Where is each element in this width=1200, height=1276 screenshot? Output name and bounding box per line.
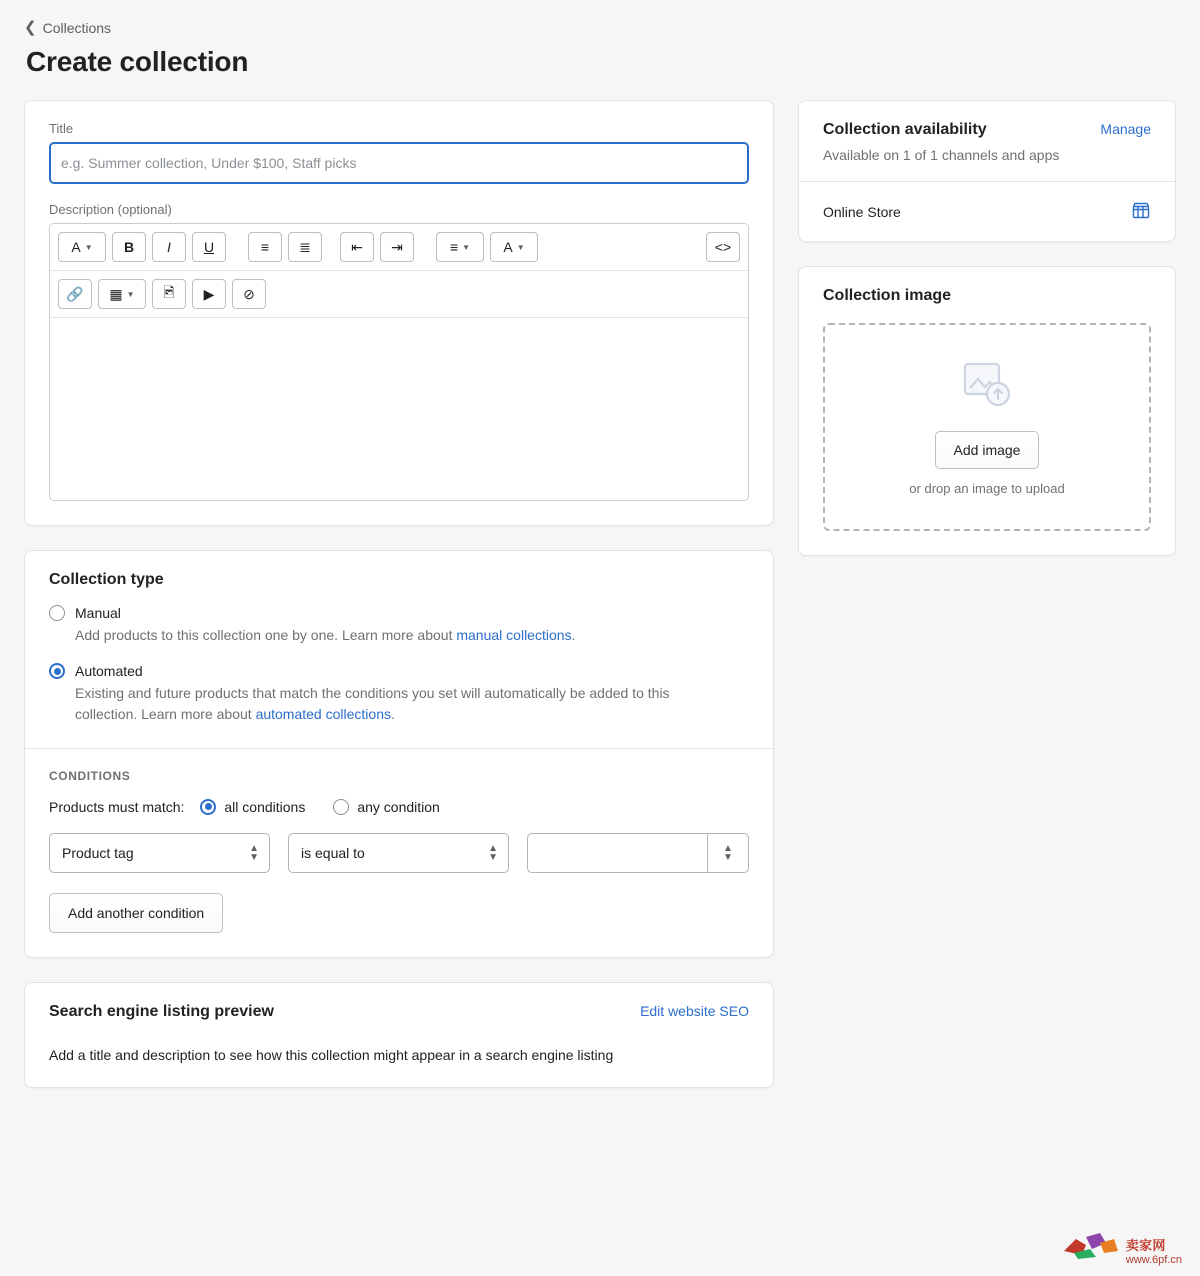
clear-formatting-button[interactable]: [232, 279, 266, 309]
condition-operator-value: is equal to: [301, 844, 365, 861]
paragraph-style-icon: A: [71, 239, 81, 255]
insert-link-button[interactable]: [58, 279, 92, 309]
image-icon: 🖻: [163, 284, 175, 300]
no-format-icon: ⊘: [243, 285, 255, 302]
text-color-button[interactable]: [490, 232, 538, 262]
italic-button[interactable]: [152, 232, 186, 262]
image-upload-icon: [957, 358, 1017, 419]
add-image-button[interactable]: Add image: [935, 431, 1040, 469]
collection-availability-card: [798, 100, 1176, 242]
title-label: Title: [49, 121, 74, 136]
video-icon: ▶: [203, 285, 215, 302]
condition-field-value: Product tag: [62, 844, 134, 861]
automated-help-before: Existing and future products that match the conditions you set will automatically be added to this collection. Learn more about: [75, 685, 670, 722]
chevron-down-icon: ▼: [126, 289, 135, 299]
condition-row: [49, 833, 749, 873]
manual-collections-link[interactable]: manual collections: [456, 627, 572, 643]
underline-button[interactable]: [192, 232, 226, 262]
edit-website-seo-link[interactable]: Edit website SEO: [640, 1002, 749, 1019]
main-column: [24, 100, 774, 1112]
seo-heading: Search engine listing preview: [49, 1002, 274, 1020]
outdent-icon: ⇤: [351, 238, 363, 255]
insert-video-button[interactable]: [192, 279, 226, 309]
watermark-text: 卖家网: [1125, 1238, 1166, 1253]
indent-icon: ⇥: [391, 238, 403, 255]
condition-value-arrows-icon[interactable]: ▲ ▼: [707, 833, 749, 873]
collection-type-option-manual[interactable]: [49, 605, 749, 621]
match-option-any[interactable]: [333, 799, 440, 815]
condition-value-group: [527, 833, 749, 873]
bulleted-list-button[interactable]: [248, 232, 282, 262]
radio-any-condition[interactable]: [333, 799, 349, 815]
collection-type-card: [24, 550, 774, 958]
automated-collections-link[interactable]: automated collections: [255, 705, 391, 722]
condition-value-input[interactable]: [527, 833, 707, 873]
code-icon: <>: [714, 239, 732, 255]
channel-row-online-store[interactable]: [799, 182, 1175, 241]
title-description-card: [24, 100, 774, 526]
chevron-down-icon: ▼: [84, 242, 93, 252]
numbered-list-icon: ≣: [299, 238, 311, 255]
show-html-button[interactable]: [706, 232, 740, 262]
radio-all-conditions[interactable]: [200, 799, 216, 815]
radio-any-condition-label: any condition: [357, 798, 440, 815]
radio-all-conditions-label: all conditions: [224, 798, 306, 815]
match-label: Products must match:: [49, 798, 185, 815]
image-dropzone[interactable]: [823, 323, 1151, 531]
description-label: Description (optional): [49, 202, 172, 217]
channel-name: Online Store: [823, 203, 901, 220]
collection-type-option-automated[interactable]: [49, 663, 749, 679]
page-title: Create collection: [26, 46, 249, 77]
chevron-down-icon: ▼: [516, 242, 525, 252]
italic-icon: I: [167, 239, 171, 255]
watermark-url: www.6pf.cn: [1125, 1254, 1182, 1266]
automated-help-after: .: [390, 705, 395, 722]
radio-manual-label: Manual: [75, 605, 121, 621]
radio-automated[interactable]: [49, 663, 65, 679]
match-option-all[interactable]: [200, 799, 305, 815]
underline-icon: U: [203, 239, 215, 255]
collection-type-heading: Collection type: [49, 571, 164, 588]
radio-manual[interactable]: [49, 605, 65, 621]
description-textarea[interactable]: [50, 318, 748, 500]
title-input[interactable]: [49, 142, 749, 184]
editor-toolbar-row-1: [50, 224, 748, 271]
bold-button[interactable]: [112, 232, 146, 262]
chevron-down-icon: ▼: [462, 242, 471, 252]
breadcrumb-collections-link[interactable]: Collections: [42, 20, 112, 36]
paragraph-style-button[interactable]: [58, 232, 106, 262]
table-icon: ▦: [109, 285, 123, 302]
storefront-icon: [1131, 200, 1151, 223]
insert-image-button[interactable]: [152, 279, 186, 309]
availability-subtitle: Available on 1 of 1 channels and apps: [823, 147, 1060, 163]
conditions-section: [25, 749, 773, 957]
indent-button[interactable]: [380, 232, 414, 262]
link-icon: 🔗: [66, 285, 84, 302]
dropzone-hint: or drop an image to upload: [909, 481, 1065, 496]
editor-toolbar-row-2: [50, 271, 748, 318]
automated-help-text: [75, 683, 715, 724]
side-column: [798, 100, 1176, 580]
seo-preview-card: [24, 982, 774, 1088]
numbered-list-button[interactable]: [288, 232, 322, 262]
add-another-condition-button[interactable]: Add another condition: [49, 893, 223, 933]
description-editor[interactable]: [49, 223, 749, 501]
insert-table-button[interactable]: [98, 279, 146, 309]
select-arrows-icon: ▲ ▼: [249, 842, 259, 863]
breadcrumb[interactable]: [24, 20, 1176, 36]
manual-help-before: Add products to this collection one by one. Learn more about: [75, 627, 457, 643]
radio-automated-label: Automated: [75, 663, 143, 680]
seo-body-text: Add a title and description to see how this collection might appear in a search engine listing: [49, 1046, 614, 1063]
bulleted-list-icon: ≡: [260, 239, 270, 255]
collection-image-heading: Collection image: [823, 287, 952, 304]
manual-help-text: [75, 625, 715, 645]
condition-operator-select[interactable]: [288, 833, 509, 873]
manage-availability-link[interactable]: Manage: [1100, 121, 1151, 137]
watermark-logo-icon: [1060, 1227, 1122, 1266]
watermark: [1060, 1227, 1182, 1266]
text-color-icon: A: [503, 239, 513, 255]
align-left-icon: ≡: [449, 239, 459, 255]
select-arrows-icon: ▲ ▼: [488, 842, 498, 863]
collection-image-card: [798, 266, 1176, 556]
align-button[interactable]: [436, 232, 484, 262]
bold-icon: B: [123, 239, 135, 255]
back-chevron-icon[interactable]: ❮: [24, 18, 37, 36]
manual-help-after: .: [571, 627, 576, 643]
condition-field-select[interactable]: [49, 833, 270, 873]
conditions-heading: CONDITIONS: [49, 768, 131, 783]
availability-heading: Collection availability: [823, 121, 987, 138]
outdent-button[interactable]: [340, 232, 374, 262]
conditions-match-row: [49, 799, 749, 815]
